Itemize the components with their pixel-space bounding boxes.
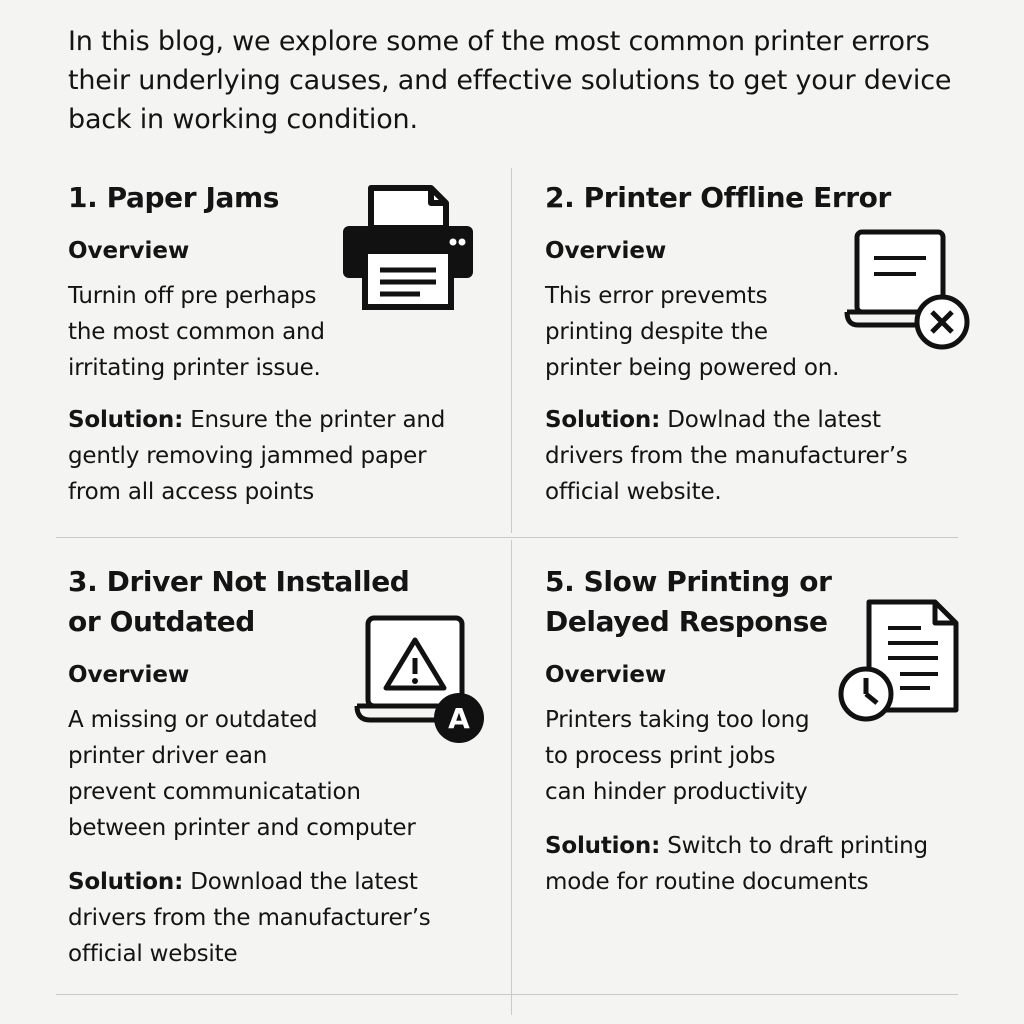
vertical-divider-top bbox=[511, 168, 512, 533]
overview-text: This error prevemts printing despite the printer being powered on. bbox=[545, 283, 840, 381]
laptop-warning-icon bbox=[352, 614, 488, 746]
section-title: 2. Printer Offline Error bbox=[545, 181, 891, 214]
horizontal-divider-middle bbox=[56, 537, 958, 538]
solution-text bbox=[68, 402, 445, 510]
solution-text bbox=[545, 828, 928, 900]
section-title: 5. Slow Printing or Delayed Response bbox=[545, 565, 832, 638]
intro-paragraph: In this blog, we explore some of the most common printer errors their underlying causes, and effective solutions to get your device back in working condition. bbox=[68, 26, 952, 135]
overview-label: Overview bbox=[545, 662, 667, 688]
solution-body: Download the latest drivers from the manufacturer’s official website bbox=[68, 869, 431, 967]
horizontal-divider-bottom bbox=[56, 994, 958, 995]
overview-text: A missing or outdated printer driver ean prevent communicatation between printer and computer bbox=[68, 707, 416, 841]
solution-body: Switch to draft printing mode for routine documents bbox=[545, 833, 928, 895]
overview-text: Turnin off pre perhaps the most common and irritating printer issue. bbox=[68, 283, 325, 381]
solution-label: Solution: bbox=[545, 833, 661, 859]
solution-label: Solution: bbox=[68, 407, 184, 433]
document-clock-icon bbox=[836, 598, 962, 726]
solution-text bbox=[68, 864, 431, 972]
printer-icon bbox=[340, 184, 476, 312]
overview-label: Overview bbox=[545, 238, 667, 264]
vertical-divider-bottom bbox=[511, 540, 512, 1015]
overview-label: Overview bbox=[68, 238, 190, 264]
section-title: 3. Driver Not Installed or Outdated bbox=[68, 565, 410, 638]
solution-label: Solution: bbox=[68, 869, 184, 895]
solution-body: Ensure the printer and gently removing jammed paper from all access points bbox=[68, 407, 446, 505]
overview-text: Printers taking too long to process print jobs can hinder productivity bbox=[545, 707, 810, 805]
section-title: 1. Paper Jams bbox=[68, 181, 280, 214]
solution-label: Solution: bbox=[545, 407, 661, 433]
laptop-error-icon bbox=[844, 228, 972, 350]
svg-text:A: A bbox=[448, 702, 470, 735]
solution-text bbox=[545, 402, 908, 510]
overview-label: Overview bbox=[68, 662, 190, 688]
solution-body: Dowlnad the latest drivers from the manufacturer’s official website. bbox=[545, 407, 908, 505]
